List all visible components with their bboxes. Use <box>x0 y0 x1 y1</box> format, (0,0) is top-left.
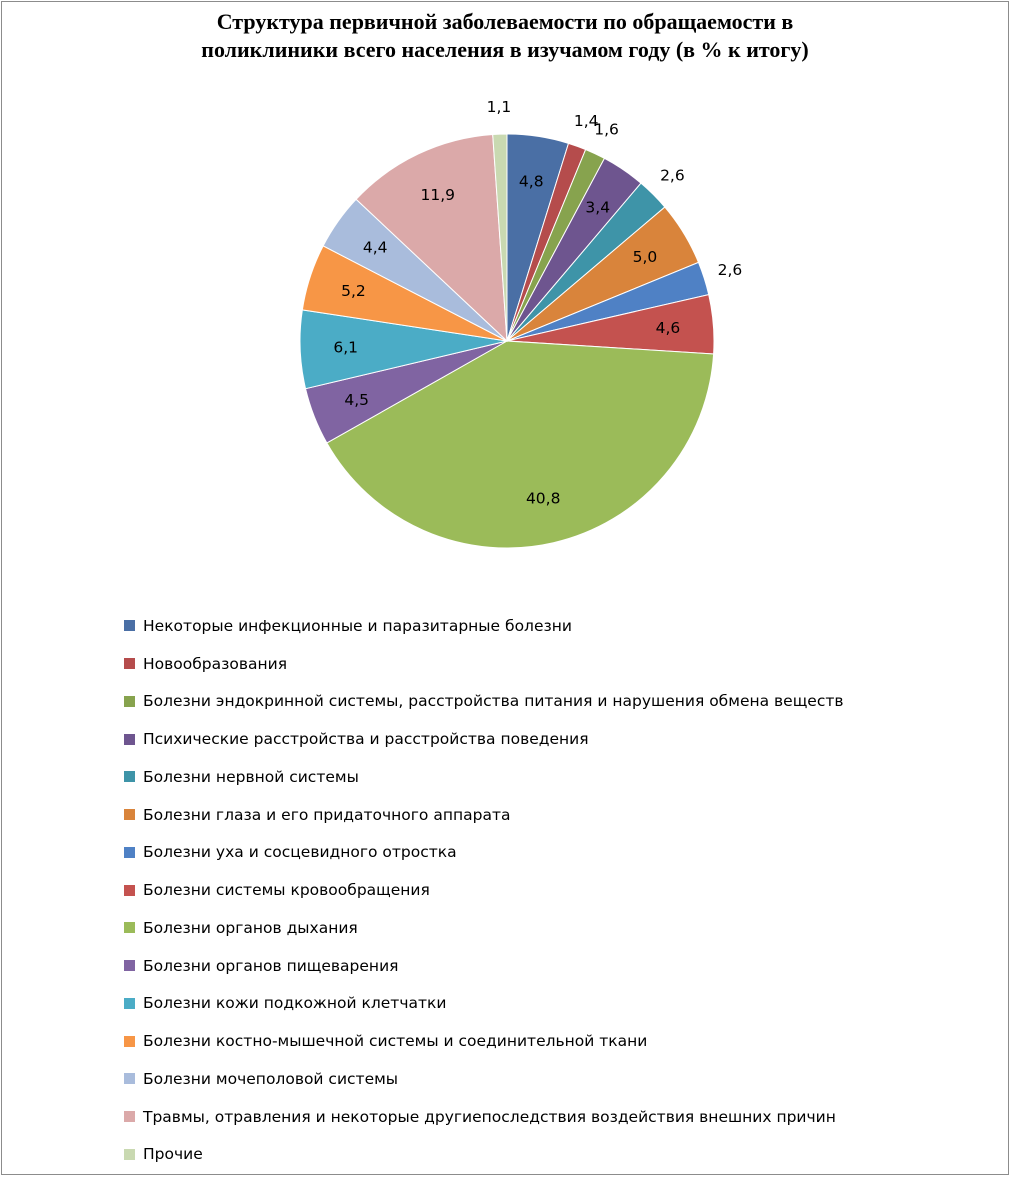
legend-label: Болезни органов пищеварения <box>143 956 399 975</box>
data-label: 11,9 <box>420 186 456 205</box>
legend-label: Болезни кожи подкожной клетчатки <box>143 994 447 1013</box>
legend-item <box>124 947 844 985</box>
legend-item <box>124 1098 844 1136</box>
legend-swatch <box>124 847 135 858</box>
legend-item <box>124 1060 844 1098</box>
legend-label: Болезни глаза и его придаточного аппарата <box>143 805 511 824</box>
legend-swatch <box>124 1149 135 1160</box>
legend-label: Болезни системы кровообращения <box>143 881 430 900</box>
legend-label: Болезни костно-мышечной системы и соединительной ткани <box>143 1032 648 1051</box>
legend-swatch <box>124 620 135 631</box>
legend <box>124 607 844 1173</box>
legend-swatch <box>124 1111 135 1122</box>
legend-item <box>124 1022 844 1060</box>
data-label: 4,6 <box>655 318 681 337</box>
data-label: 2,6 <box>717 261 743 280</box>
legend-item <box>124 758 844 796</box>
legend-swatch <box>124 658 135 669</box>
legend-item <box>124 871 844 909</box>
legend-item <box>124 645 844 683</box>
legend-swatch <box>124 922 135 933</box>
legend-label: Новообразования <box>143 654 288 673</box>
data-label: 4,4 <box>362 238 388 257</box>
legend-item <box>124 985 844 1023</box>
legend-label: Болезни эндокринной системы, расстройства питания и нарушения обмена веществ <box>143 692 844 711</box>
legend-item <box>124 607 844 645</box>
legend-swatch <box>124 998 135 1009</box>
data-label: 1,1 <box>486 98 512 117</box>
legend-swatch <box>124 734 135 745</box>
legend-swatch <box>124 1036 135 1047</box>
legend-swatch <box>124 960 135 971</box>
legend-swatch <box>124 809 135 820</box>
data-label: 40,8 <box>525 489 561 508</box>
legend-item <box>124 720 844 758</box>
legend-item <box>124 909 844 947</box>
legend-label: Травмы, отравления и некоторые другиепоследствия воздействия внешних причин <box>143 1107 836 1126</box>
legend-swatch <box>124 771 135 782</box>
legend-label: Психические расстройства и расстройства поведения <box>143 730 589 749</box>
legend-swatch <box>124 1073 135 1084</box>
legend-label: Болезни уха и сосцевидного отростка <box>143 843 457 862</box>
data-label: 5,0 <box>632 248 658 267</box>
chart-title: Структура первичной заболеваемости по обращаемости в поликлиники всего населения в изучамом году (в % к итогу) <box>201 9 809 62</box>
data-label: 1,6 <box>594 120 619 139</box>
legend-label: Болезни мочеполовой системы <box>143 1069 399 1088</box>
legend-label: Прочие <box>143 1145 203 1164</box>
data-label: 3,4 <box>585 198 611 217</box>
data-label: 1,4 <box>573 111 599 130</box>
legend-swatch <box>124 696 135 707</box>
legend-item <box>124 683 844 721</box>
legend-item <box>124 834 844 872</box>
legend-label: Болезни органов дыхания <box>143 918 358 937</box>
legend-swatch <box>124 885 135 896</box>
data-label: 6,1 <box>333 338 359 357</box>
data-label: 2,6 <box>660 166 685 185</box>
legend-item <box>124 1136 844 1174</box>
legend-item <box>124 796 844 834</box>
legend-label: Некоторые инфекционные и паразитарные болезни <box>143 616 572 635</box>
data-label: 4,5 <box>344 390 370 409</box>
data-label: 5,2 <box>341 282 366 301</box>
legend-label: Болезни нервной системы <box>143 767 359 786</box>
data-label: 4,8 <box>518 172 544 191</box>
